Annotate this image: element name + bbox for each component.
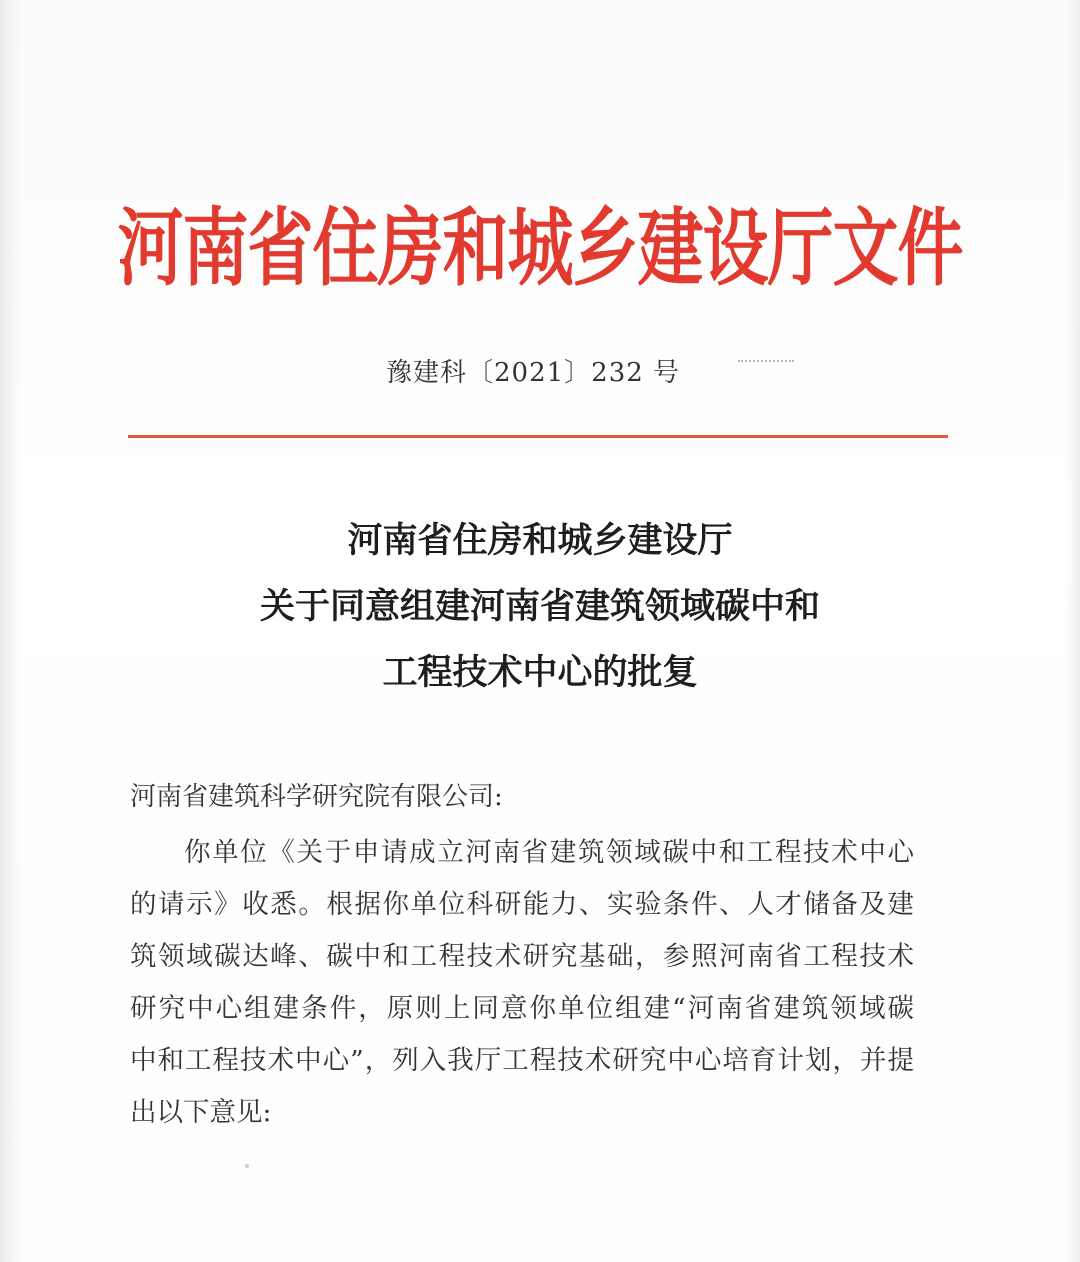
body-line: 的请示》收悉。根据你单位科研能力、实验条件、人才储备及建	[130, 889, 914, 920]
body-line: 研究中心组建条件，原则上同意你单位组建“河南省建筑领域碳	[130, 993, 914, 1024]
document-number: 豫建科〔2021〕232 号	[386, 358, 681, 388]
issuer-header: 河南省住房和城乡建设厅文件	[117, 199, 963, 298]
body-line: 你单位《关于申请成立河南省建筑领域碳中和工程技术中心	[184, 837, 914, 868]
scan-artifact	[738, 360, 794, 365]
body-line: 出以下意见:	[130, 1097, 272, 1128]
body-paragraph	[130, 827, 914, 1139]
body-line: 中和工程技术中心”，列入我厅工程技术研究中心培育计划，并提	[130, 1045, 914, 1076]
title-line: 关于同意组建河南省建筑领域碳中和	[259, 587, 820, 627]
title-line: 工程技术中心的批复	[382, 653, 698, 693]
salutation: 河南省建筑科学研究院有限公司:	[130, 782, 503, 812]
document-title	[0, 508, 1080, 706]
title-line: 河南省住房和城乡建设厅	[347, 521, 733, 561]
scan-speck	[245, 1164, 249, 1168]
red-separator-rule	[128, 435, 948, 438]
body-line: 筑领域碳达峰、碳中和工程技术研究基础，参照河南省工程技术	[130, 941, 914, 972]
